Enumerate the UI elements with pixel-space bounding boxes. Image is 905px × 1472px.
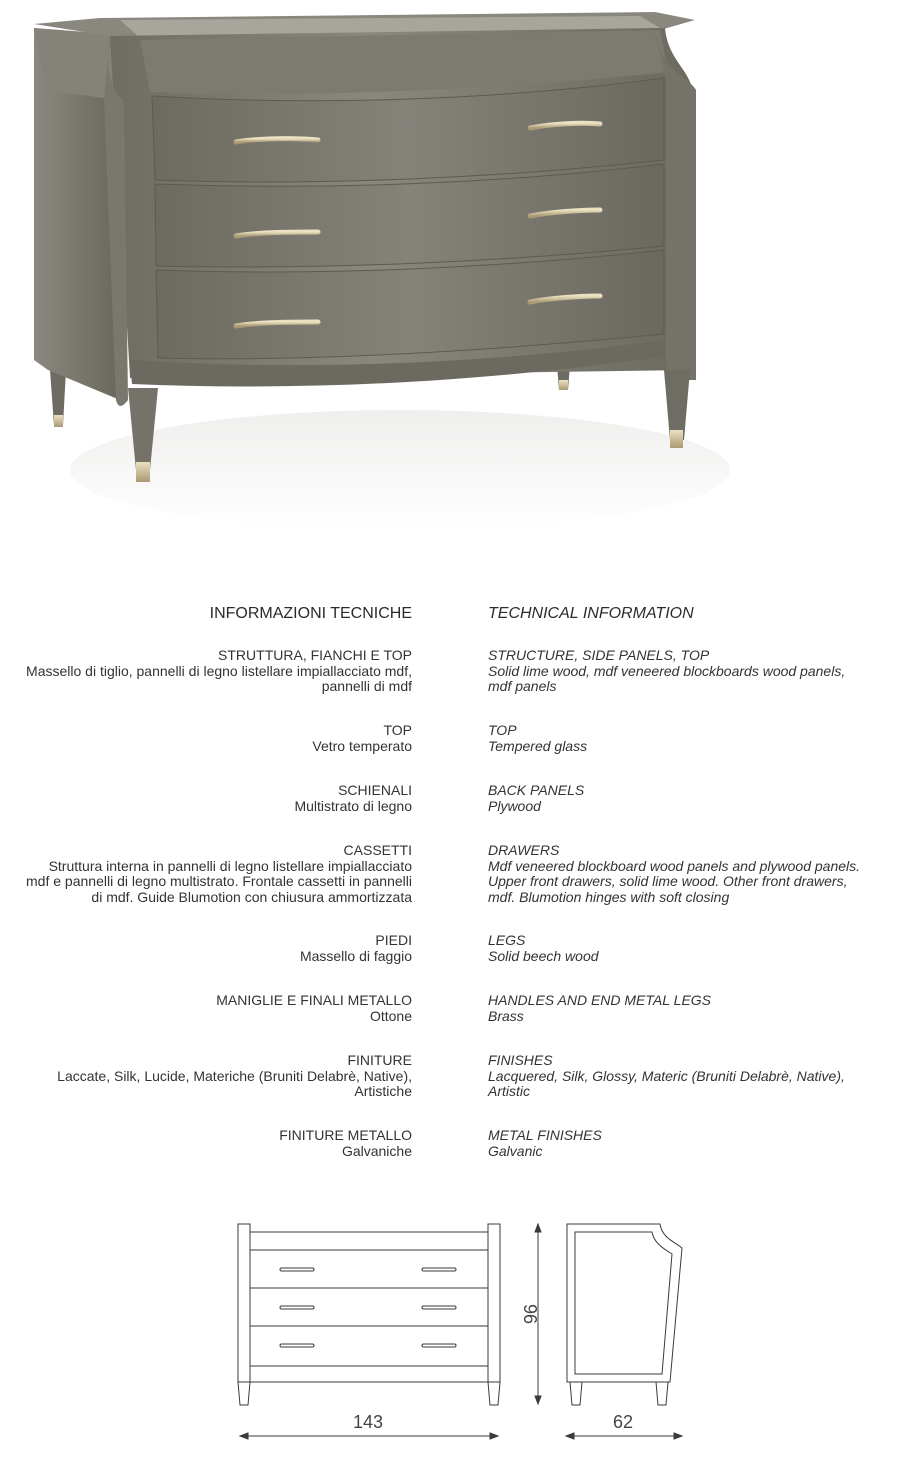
spec-finishes-en: FINISHES Lacquered, Silk, Glossy, Materic (Bruniti Delabrè, Native), Artistic	[488, 1052, 845, 1099]
spec-handles-en: HANDLES AND END METAL LEGS Brass	[488, 992, 712, 1024]
spec-back-panels-it: SCHIENALI Multistrato di legno	[294, 782, 412, 814]
spec-legs-it: PIEDI Massello di faggio	[299, 932, 412, 964]
heading-en: TECHNICAL INFORMATION	[488, 605, 694, 622]
front-view	[238, 1224, 500, 1405]
dimension-drawing	[220, 1210, 700, 1450]
spec-top-it: TOP Vetro temperato	[312, 722, 412, 754]
chest-of-drawers-photo	[0, 0, 905, 560]
spec-drawers-en: DRAWERS Mdf veneered blockboard wood panels and plywood panels. Upper front drawers, solid lime wood. Other front drawers, mdf. Blumotion hinges with soft closing	[488, 842, 861, 905]
spec-handles-it: MANIGLIE E FINALI METALLO Ottone	[216, 992, 412, 1024]
spec-drawers-it: CASSETTI Struttura interna in pannelli di legno listellare impiallacciato mdf e pannelli di legno multistrato. Frontale cassetti in pannelli di mdf. Guide Blumotion con chiusura ammortizzata	[26, 842, 412, 905]
depth-label: 62	[612, 1412, 634, 1432]
side-view	[567, 1224, 682, 1405]
spec-metal-finishes-it: FINITURE METALLO Galvaniche	[279, 1127, 412, 1159]
spec-legs-en: LEGS Solid beech wood	[488, 932, 599, 964]
spec-structure-it: STRUTTURA, FIANCHI E TOP Massello di tiglio, pannelli di legno listellare impiallacciato mdf, pannelli di mdf	[26, 647, 412, 694]
height-label: 96	[520, 1303, 540, 1325]
spec-top-en: TOP Tempered glass	[488, 722, 588, 754]
width-label: 143	[352, 1412, 384, 1432]
spec-metal-finishes-en: METAL FINISHES Galvanic	[488, 1127, 602, 1159]
spec-back-panels-en: BACK PANELS Plywood	[488, 782, 585, 814]
spec-finishes-it: FINITURE Laccate, Silk, Lucide, Materiche (Bruniti Delabrè, Native), Artistiche	[57, 1052, 412, 1099]
heading-it: INFORMAZIONI TECNICHE	[209, 605, 412, 622]
spec-structure-en: STRUCTURE, SIDE PANELS, TOP Solid lime wood, mdf veneered blockboards wood panels, mdf panels	[488, 647, 846, 694]
